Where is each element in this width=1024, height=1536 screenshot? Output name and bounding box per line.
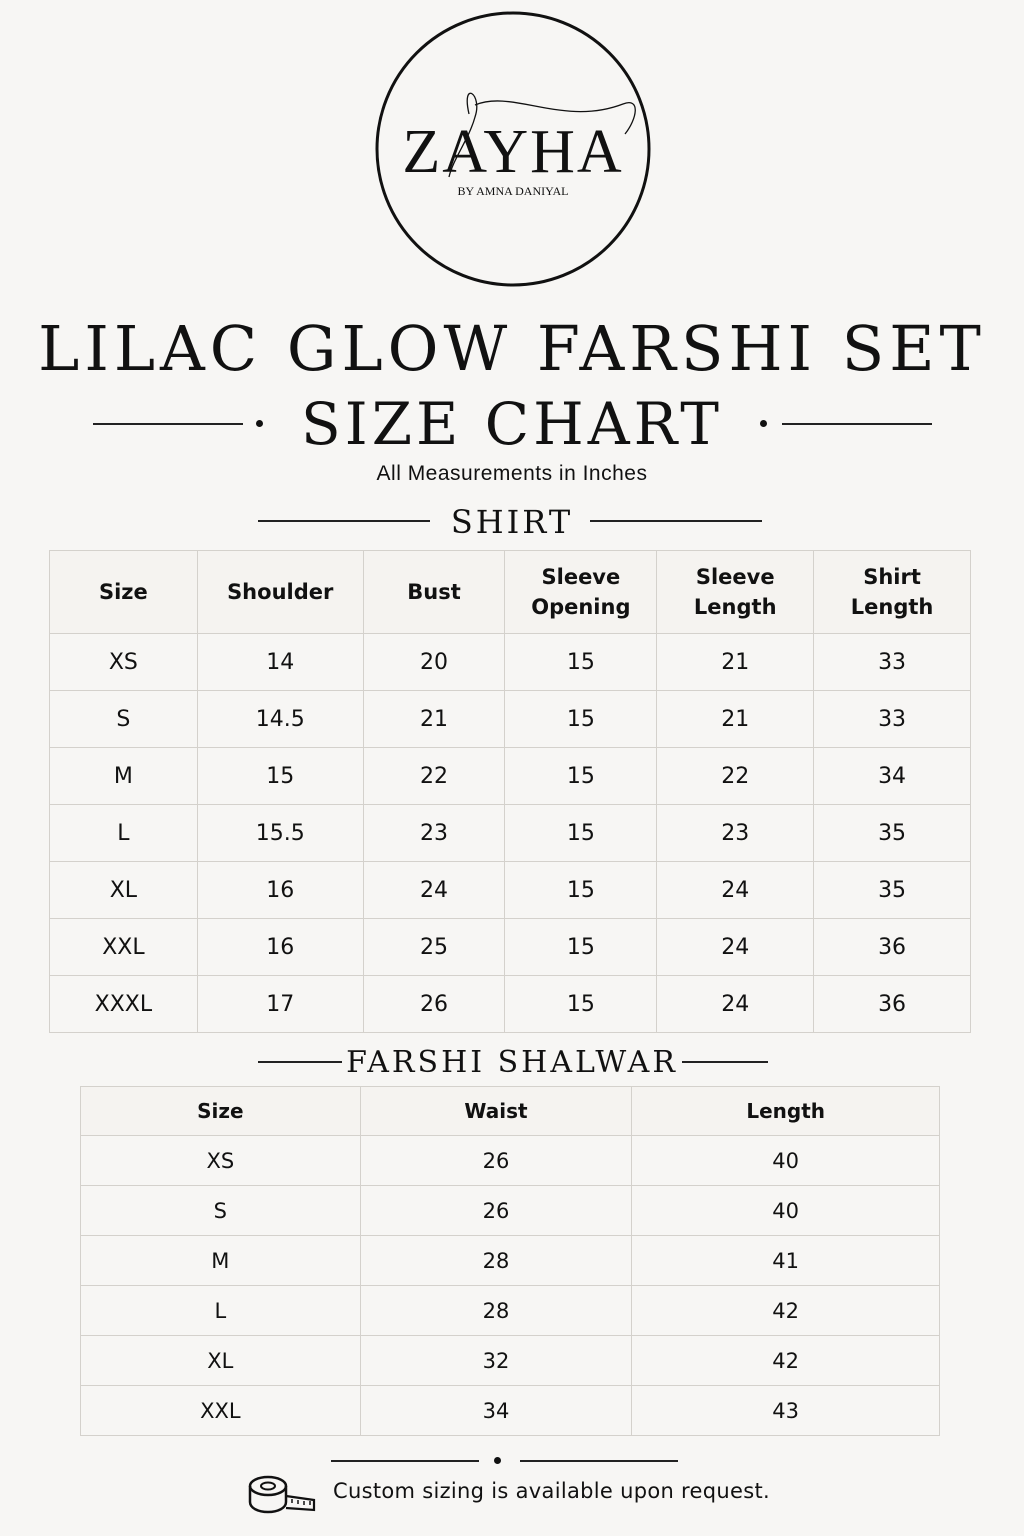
shoulder-cell: 16 — [197, 862, 363, 919]
sleeve-length-cell: 21 — [657, 634, 814, 691]
table-row — [50, 691, 971, 748]
farshi-header-row — [81, 1087, 940, 1136]
length-cell: 40 — [632, 1136, 940, 1186]
table-row — [50, 748, 971, 805]
farshi-table-body — [81, 1136, 940, 1436]
size-cell: XS — [50, 634, 198, 691]
size-cell: S — [50, 691, 198, 748]
shirt-header-row — [50, 551, 971, 634]
size-cell: S — [81, 1186, 361, 1236]
footer-dot — [494, 1457, 501, 1464]
shirt-header-shoulder — [197, 551, 363, 634]
sleeve-length-cell: 22 — [657, 748, 814, 805]
header-line: Sleeve — [695, 565, 775, 589]
page-title: LILAC GLOW FARSHI SET — [38, 312, 986, 385]
subtitle-dot-right — [760, 420, 767, 427]
bust-cell: 26 — [363, 976, 505, 1033]
subtitle-rule-right — [782, 423, 932, 425]
sleeve-length-cell: 23 — [657, 805, 814, 862]
table-row — [50, 634, 971, 691]
waist-cell: 26 — [360, 1136, 632, 1186]
farshi-header-length: Length — [632, 1087, 940, 1136]
table-row — [50, 919, 971, 976]
table-row — [81, 1336, 940, 1386]
size-cell: XL — [50, 862, 198, 919]
size-cell: XXL — [81, 1386, 361, 1436]
header-line: Length — [693, 595, 777, 619]
length-cell: 42 — [632, 1286, 940, 1336]
table-row — [81, 1186, 940, 1236]
units-note: All Measurements in Inches — [376, 462, 648, 485]
bust-cell: 22 — [363, 748, 505, 805]
length-cell: 40 — [632, 1186, 940, 1236]
size-cell: M — [81, 1236, 361, 1286]
header-line: Sleeve — [541, 565, 621, 589]
brand-logo — [373, 9, 653, 289]
bust-cell: 21 — [363, 691, 505, 748]
shirt-header-size — [50, 551, 198, 634]
sleeve-opening-cell: 15 — [505, 748, 657, 805]
sleeve-length-cell: 21 — [657, 691, 814, 748]
size-cell: L — [50, 805, 198, 862]
waist-cell: 34 — [360, 1386, 632, 1436]
subtitle-row — [0, 392, 1024, 456]
shirt-length-cell: 35 — [814, 805, 971, 862]
sleeve-opening-cell: 15 — [505, 976, 657, 1033]
shirt-table-body — [50, 634, 971, 1033]
shoulder-cell: 15 — [197, 748, 363, 805]
length-cell: 42 — [632, 1336, 940, 1386]
shirt-length-cell: 35 — [814, 862, 971, 919]
shirt-section-heading: SHIRT — [450, 503, 574, 541]
size-chart-heading: SIZE CHART — [301, 390, 723, 458]
bust-cell: 20 — [363, 634, 505, 691]
table-row — [81, 1136, 940, 1186]
table-row — [50, 805, 971, 862]
shirt-size-table — [49, 550, 971, 1033]
logo-byline: BY AMNA DANIYAL — [457, 184, 569, 198]
table-row — [81, 1286, 940, 1336]
bust-cell: 25 — [363, 919, 505, 976]
table-row — [81, 1386, 940, 1436]
farshi-section-heading: FARSHI SHALWAR — [346, 1045, 678, 1080]
sleeve-opening-cell: 15 — [505, 805, 657, 862]
sleeve-length-cell: 24 — [657, 976, 814, 1033]
bust-cell: 23 — [363, 805, 505, 862]
shirt-length-cell: 36 — [814, 919, 971, 976]
sleeve-opening-cell: 15 — [505, 634, 657, 691]
shirt-length-cell: 36 — [814, 976, 971, 1033]
logo-seal — [373, 9, 653, 289]
sleeve-opening-cell: 15 — [505, 691, 657, 748]
farshi-header-size: Size — [81, 1087, 361, 1136]
shirt-length-cell: 34 — [814, 748, 971, 805]
shirt-header-shirt-length — [814, 551, 971, 634]
length-cell: 41 — [632, 1236, 940, 1286]
shirt-length-cell: 33 — [814, 691, 971, 748]
footer-rule-left — [331, 1460, 479, 1462]
header-line: Length — [850, 595, 934, 619]
sleeve-length-cell: 24 — [657, 919, 814, 976]
footer-rule-right — [520, 1460, 678, 1462]
size-cell: XXL — [50, 919, 198, 976]
bust-cell: 24 — [363, 862, 505, 919]
sleeve-opening-cell: 15 — [505, 862, 657, 919]
header-line: Shoulder — [227, 580, 334, 604]
shoulder-cell: 17 — [197, 976, 363, 1033]
waist-cell: 28 — [360, 1236, 632, 1286]
size-cell: XXXL — [50, 976, 198, 1033]
farshi-size-table — [80, 1086, 940, 1436]
shirt-length-cell: 33 — [814, 634, 971, 691]
table-row — [50, 862, 971, 919]
header-line: Shirt — [863, 565, 921, 589]
shoulder-cell: 15.5 — [197, 805, 363, 862]
size-cell: L — [81, 1286, 361, 1336]
table-row — [50, 976, 971, 1033]
header-line: Bust — [407, 580, 461, 604]
shoulder-cell: 16 — [197, 919, 363, 976]
waist-cell: 28 — [360, 1286, 632, 1336]
sleeve-opening-cell: 15 — [505, 919, 657, 976]
shoulder-cell: 14 — [197, 634, 363, 691]
size-cell: M — [50, 748, 198, 805]
waist-cell: 26 — [360, 1186, 632, 1236]
header-line: Opening — [531, 595, 631, 619]
length-cell: 43 — [632, 1386, 940, 1436]
measuring-tape-icon — [246, 1472, 318, 1516]
size-cell: XS — [81, 1136, 361, 1186]
waist-cell: 32 — [360, 1336, 632, 1386]
shirt-header-sleeve-length — [657, 551, 814, 634]
custom-sizing-note: Custom sizing is available upon request. — [333, 1479, 770, 1503]
header-line: Size — [98, 580, 148, 604]
farshi-rule-right — [682, 1061, 768, 1063]
farshi-header-waist: Waist — [360, 1087, 632, 1136]
logo-wordmark: ZAYHA — [402, 118, 624, 186]
size-cell: XL — [81, 1336, 361, 1386]
shirt-header-bust — [363, 551, 505, 634]
shoulder-cell: 14.5 — [197, 691, 363, 748]
table-row — [81, 1236, 940, 1286]
sleeve-length-cell: 24 — [657, 862, 814, 919]
shirt-header-sleeve-opening — [505, 551, 657, 634]
shirt-rule-right — [590, 520, 762, 522]
